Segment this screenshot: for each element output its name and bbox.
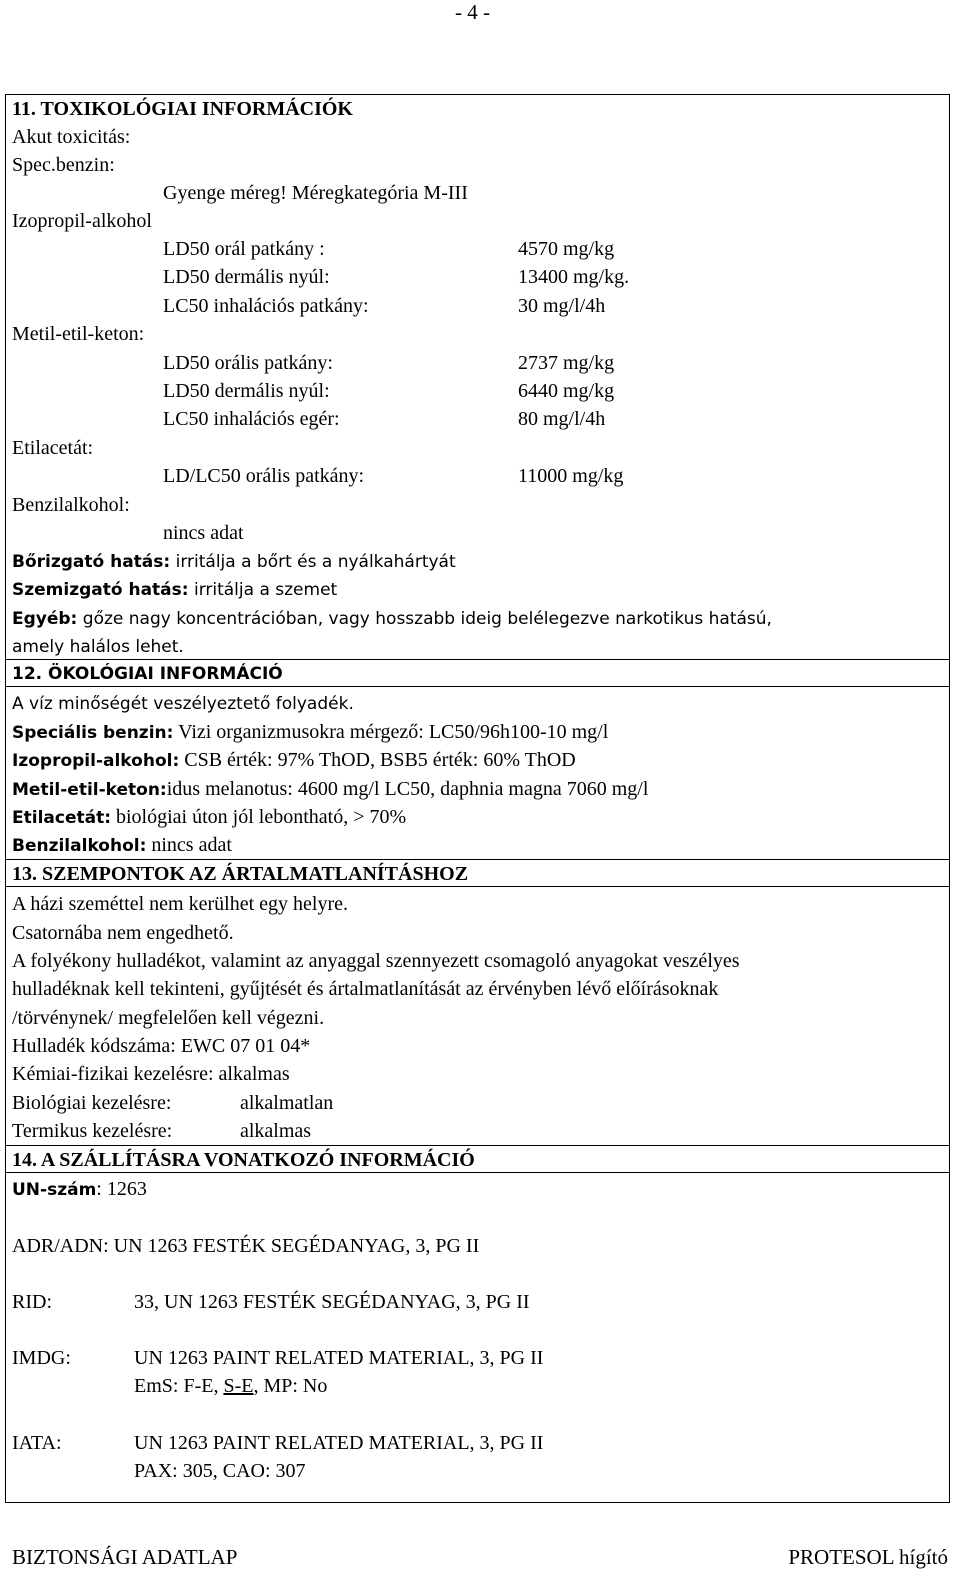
iata-value: UN 1263 PAINT RELATED MATERIAL, 3, PG II — [134, 1432, 544, 1454]
eco-line — [12, 719, 608, 746]
eye-irritation-text: irritálja a szemet — [188, 580, 338, 600]
eco-line-label: Metil-etil-keton: — [12, 780, 167, 800]
ipa-row-label: LD50 dermális nyúl: — [163, 266, 330, 288]
imdg-ems-b: S-E — [223, 1375, 254, 1397]
etil-label: Etilacetát: — [12, 437, 94, 459]
water-hazard-text: A víz minőségét veszélyeztető folyadék. — [12, 694, 354, 714]
section-divider — [5, 1145, 950, 1146]
biological-treatment-label: Biológiai kezelésre: — [12, 1092, 172, 1114]
rid-label: RID: — [12, 1291, 52, 1313]
disposal-line: Csatornába nem engedhető. — [12, 922, 234, 944]
other-effects-line — [12, 606, 772, 632]
other-effects-text-2: amely halálos lehet. — [12, 637, 184, 657]
imdg-value: UN 1263 PAINT RELATED MATERIAL, 3, PG II — [134, 1347, 544, 1369]
mek-row-value: 6440 mg/kg — [518, 380, 615, 402]
thermal-treatment-label: Termikus kezelésre: — [12, 1120, 173, 1142]
thermal-treatment-value: alkalmas — [240, 1120, 312, 1142]
eco-line-label: Izopropil-alkohol: — [12, 751, 180, 771]
imdg-ems — [134, 1373, 327, 1399]
imdg-label: IMDG: — [12, 1347, 71, 1369]
eco-line-text: biológiai úton jól lebontható, > 70% — [111, 806, 407, 828]
iata-pax: PAX: 305, CAO: 307 — [134, 1460, 306, 1482]
other-effects-label: Egyéb: — [12, 609, 78, 629]
section-divider — [5, 859, 950, 860]
chemical-treatment: Kémiai-fizikai kezelésre: alkalmas — [12, 1063, 290, 1085]
mek-row-label: LC50 inhalációs egér: — [163, 408, 340, 430]
skin-irritation-line — [12, 549, 456, 575]
ipa-row-label: LD50 orál patkány : — [163, 238, 325, 260]
section-11-title: 11. TOXIKOLÓGIAI INFORMÁCIÓK — [12, 98, 353, 120]
disposal-line: A folyékony hulladékot, valamint az anyaggal szennyezett csomagoló anyagokat veszélyes — [12, 950, 740, 972]
eco-line-label: Benzilalkohol: — [12, 836, 147, 856]
eco-line-text: CSB érték: 97% ThOD, BSB5 érték: 60% ThOD — [179, 749, 576, 771]
iata-label: IATA: — [12, 1432, 62, 1454]
eco-line — [12, 776, 648, 803]
eco-line-label: Etilacetát: — [12, 808, 111, 828]
etil-row-value: 11000 mg/kg — [518, 465, 624, 487]
page-number: - 4 - — [455, 0, 490, 24]
disposal-line: /törvénynek/ megfelelően kell végezni. — [12, 1007, 325, 1029]
eco-line-label: Speciális benzin: — [12, 723, 174, 743]
waste-code: Hulladék kódszáma: EWC 07 01 04* — [12, 1035, 311, 1057]
eye-irritation-label: Szemizgató hatás: — [12, 580, 189, 600]
other-effects-text: gőze nagy koncentrációban, vagy hosszabb ideig belélegezve narkotikus hatású, — [77, 609, 772, 629]
ipa-row-label: LC50 inhalációs patkány: — [163, 295, 369, 317]
mek-row-label: LD50 dermális nyúl: — [163, 380, 330, 402]
eye-irritation-line — [12, 577, 337, 603]
ipa-row-value: 30 mg/l/4h — [518, 295, 606, 317]
disposal-line: hulladéknak kell tekinteni, gyűjtését és ártalmatlanítását az érvényben lévő előírásoknak — [12, 978, 719, 1000]
un-number-value: : 1263 — [96, 1178, 147, 1200]
mek-row-value: 80 mg/l/4h — [518, 408, 606, 430]
eco-line — [12, 747, 576, 774]
rid-value: 33, UN 1263 FESTÉK SEGÉDANYAG, 3, PG II — [134, 1291, 530, 1313]
footer-right: PROTESOL hígító — [788, 1545, 948, 1569]
section-13-title: 13. SZEMPONTOK AZ ÁRTALMATLANÍTÁSHOZ — [12, 863, 469, 885]
benzil-value: nincs adat — [163, 522, 244, 544]
eco-line — [12, 832, 232, 859]
benzil-label: Benzilalkohol: — [12, 494, 130, 516]
skin-irritation-label: Bőrizgató hatás: — [12, 552, 171, 572]
ipa-row-value: 4570 mg/kg — [518, 238, 615, 260]
ipa-label: Izopropil-alkohol — [12, 210, 152, 232]
imdg-ems-a: EmS: F-E, — [134, 1375, 224, 1397]
mek-row-value: 2737 mg/kg — [518, 352, 615, 374]
section-14-title: 14. A SZÁLLÍTÁSRA VONATKOZÓ INFORMÁCIÓ — [12, 1149, 475, 1171]
acute-toxicity-label: Akut toxicitás: — [12, 126, 131, 148]
biological-treatment-value: alkalmatlan — [240, 1092, 334, 1114]
mek-row-label: LD50 orális patkány: — [163, 352, 333, 374]
spec-benzin-value: Gyenge méreg! Méregkategória M-III — [163, 182, 468, 204]
mek-label: Metil-etil-keton: — [12, 323, 145, 345]
un-number-label: UN-szám — [12, 1180, 97, 1200]
adr-line: ADR/ADN: UN 1263 FESTÉK SEGÉDANYAG, 3, PG II — [12, 1235, 480, 1257]
spec-benzin-label: Spec.benzin: — [12, 154, 115, 176]
section-12-title: 12. ÖKOLÓGIAI INFORMÁCIÓ — [12, 664, 283, 684]
etil-row-label: LD/LC50 orális patkány: — [163, 465, 365, 487]
imdg-ems-c: , MP: No — [253, 1375, 328, 1397]
eco-line-text: nincs adat — [146, 834, 232, 856]
un-number-line — [12, 1176, 147, 1203]
disposal-line: A házi szeméttel nem kerülhet egy helyre. — [12, 893, 348, 915]
ipa-row-value: 13400 mg/kg. — [518, 266, 630, 288]
skin-irritation-text: irritálja a bőrt és a nyálkahártyát — [170, 552, 456, 572]
eco-line — [12, 804, 406, 831]
footer-left: BIZTONSÁGI ADATLAP — [12, 1545, 238, 1569]
eco-line-text: idus melanotus: 4600 mg/l LC50, daphnia magna 7060 mg/l — [166, 778, 649, 800]
eco-line-text: Vizi organizmusokra mérgező: LC50/96h100-10 mg/l — [173, 721, 609, 743]
